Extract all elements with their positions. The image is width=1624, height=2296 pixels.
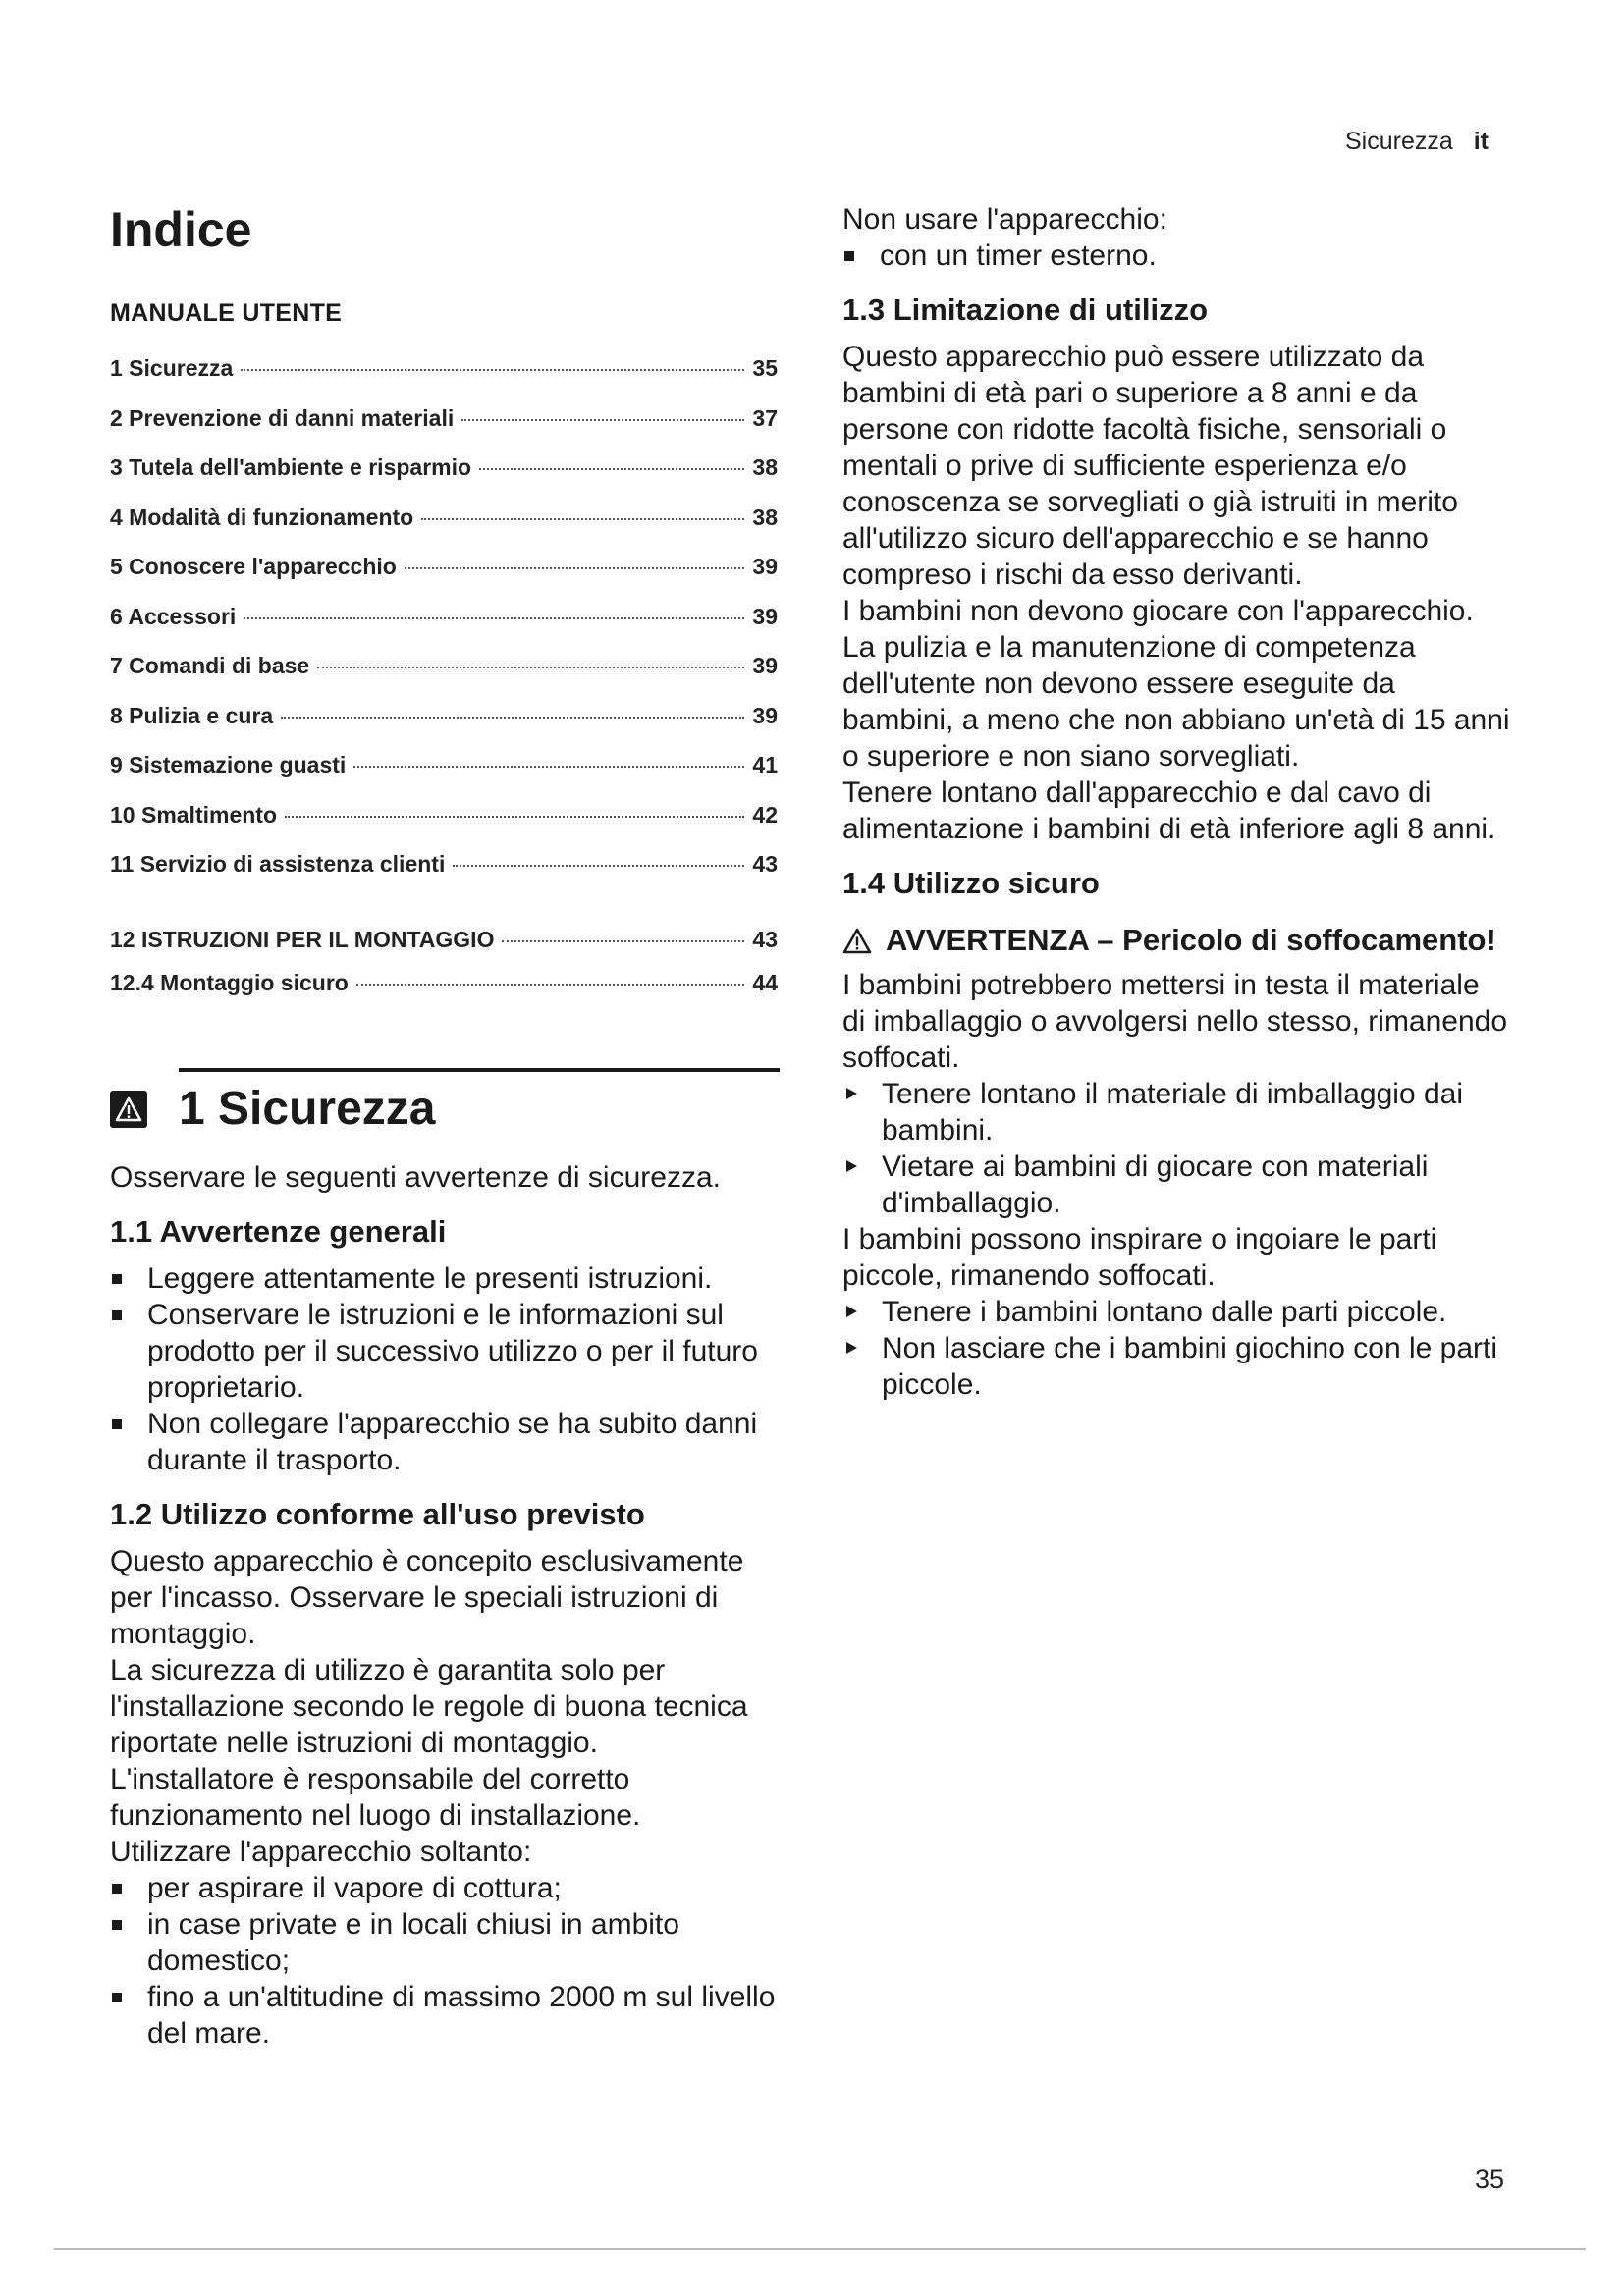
toc-entry-label: 3 Tutela dell'ambiente e risparmio <box>110 454 472 480</box>
paragraph: Utilizzare l'apparecchio soltanto: <box>110 1836 532 1868</box>
toc-entry[interactable] <box>110 505 778 555</box>
toc-entry[interactable] <box>110 405 778 455</box>
paragraph: La pulizia e la manutenzione di competenza dell'utente non devono essere eseguite da bambini, a meno che non abbiano un'età di 15 anni o superiore e non siano sorvegliati. <box>842 631 1510 773</box>
toc-entry-page: 39 <box>752 653 778 678</box>
list-item: Non lasciare che i bambini giochino con le parti piccole. <box>842 1330 1510 1403</box>
paragraph: I bambini potrebbero mettersi in testa il materiale di imballaggio o avvolgersi nello stesso, rimanendo soffocati. <box>842 969 1508 1074</box>
toc-entry-label: 10 Smaltimento <box>110 801 277 828</box>
warning-heading <box>842 922 1510 963</box>
paragraph: I bambini non devono giocare con l'apparecchio. <box>842 595 1474 627</box>
toc-entry-label: 11 Servizio di assistenza clienti <box>110 851 446 877</box>
toc-entry-label: 2 Prevenzione di danni materiali <box>110 404 455 431</box>
toc-entry[interactable] <box>110 604 778 654</box>
toc-entry[interactable] <box>110 653 778 703</box>
toc-entry-page: 41 <box>752 752 778 777</box>
paragraph: L'installatore è responsabile del corretto funzionamento nel luogo di installazione. <box>110 1763 641 1832</box>
paragraph: La sicurezza di utilizzo è garantita solo per l'installazione secondo le regole di buona tecnica riportate nelle istruzioni di montaggio. <box>110 1654 748 1759</box>
list-item: per aspirare il vapore di cottura; <box>110 1870 778 1906</box>
section-rule <box>179 1068 780 1072</box>
index-title: Indice <box>110 202 252 257</box>
toc-entry[interactable] <box>110 752 778 802</box>
subsection-title-1-2: 1.2 Utilizzo conforme all'uso previsto <box>110 1497 645 1531</box>
toc-entry-label: 12.4 Montaggio sicuro <box>110 969 349 995</box>
warning-text: AVVERTENZA – Pericolo di soffocamento! <box>886 923 1496 957</box>
toc-entry[interactable] <box>110 355 778 405</box>
toc-entry-label: 4 Modalità di funzionamento <box>110 504 414 530</box>
paragraph: I bambini possono inspirare o ingoiare le parti piccole, rimanendo soffocati. <box>842 1223 1437 1292</box>
list-item: Tenere lontano il materiale di imballaggio dai bambini. <box>842 1076 1510 1148</box>
toc-entry-page: 44 <box>752 969 778 995</box>
right-column <box>842 201 1510 1403</box>
toc-entry-page: 43 <box>752 926 778 952</box>
packaging-measures-list <box>842 1076 1510 1221</box>
toc-entry-label: 8 Pulizia e cura <box>110 702 274 728</box>
paragraph: Questo apparecchio è concepito esclusivamente per l'incasso. Osservare le speciali istruzioni di montaggio. <box>110 1545 744 1650</box>
list-item: Conservare le istruzioni e le informazioni sul prodotto per il successivo utilizzo o per il futuro proprietario. <box>110 1297 778 1406</box>
toc-entry-page: 37 <box>752 404 778 431</box>
subsection-title-1-1: 1.1 Avvertenze generali <box>110 1214 447 1249</box>
paragraph: Questo apparecchio può essere utilizzato da bambini di età pari o superiore a 8 anni e da persone con ridotte facoltà fisiche, sensoriali o mentali o prive di sufficiente esperienza e/o conoscenza se sorvegliati o già istruiti in merito all'utilizzo sicuro dell'apparecchio e se hanno compreso i rischi da esso derivanti. <box>842 341 1458 591</box>
list-item: Leggere attentamente le presenti istruzioni. <box>110 1260 778 1297</box>
running-header <box>1345 128 1489 156</box>
toc-entry-label: 9 Sistemazione guasti <box>110 752 347 777</box>
toc-entry[interactable] <box>110 703 778 753</box>
toc-entry-page: 43 <box>752 851 778 877</box>
toc-entry-page: 39 <box>752 603 778 629</box>
manual-heading: MANUALE UTENTE <box>110 299 343 327</box>
paragraph: Non usare l'apparecchio: <box>842 203 1167 236</box>
toc-entry-page: 39 <box>752 554 778 579</box>
table-of-contents <box>110 355 778 1019</box>
toc-entry-page: 42 <box>752 801 778 828</box>
toc-entry[interactable] <box>110 454 778 505</box>
list-item: fino a un'altitudine di massimo 2000 m sul livello del mare. <box>110 1979 778 2052</box>
subsection-title-1-3: 1.3 Limitazione di utilizzo <box>842 293 1209 327</box>
toc-entry-label: 6 Accessori <box>110 603 237 629</box>
toc-entry[interactable] <box>110 554 778 604</box>
general-warnings-list <box>110 1260 778 1478</box>
section-safety <box>110 1068 778 2052</box>
section-title: 1 Sicurezza <box>179 1083 436 1135</box>
subsection-title-1-4: 1.4 Utilizzo sicuro <box>842 866 1100 900</box>
small-parts-measures-list <box>842 1294 1510 1403</box>
list-item: Non collegare l'apparecchio se ha subito danni durante il trasporto. <box>110 1406 778 1478</box>
list-item: con un timer esterno. <box>842 238 1510 274</box>
list-item: Tenere i bambini lontano dalle parti piccole. <box>842 1294 1510 1330</box>
language-code: it <box>1473 128 1489 155</box>
toc-entry-page: 39 <box>752 702 778 728</box>
warning-icon <box>110 1091 147 1128</box>
toc-entry[interactable] <box>110 802 778 852</box>
toc-entry[interactable] <box>110 927 778 970</box>
list-item: in case private e in locali chiusi in ambito domestico; <box>110 1906 778 1979</box>
non-use-list <box>842 238 1510 274</box>
section-intro: Osservare le seguenti avvertenze di sicurezza. <box>110 1161 721 1194</box>
paragraph: Tenere lontano dall'apparecchio e dal cavo di alimentazione i bambini di età inferiore agli 8 anni. <box>842 776 1496 845</box>
toc-entry[interactable] <box>110 851 778 901</box>
toc-entry-label: 1 Sicurezza <box>110 355 234 381</box>
warning-triangle-icon <box>842 926 872 963</box>
toc-entry-label: 5 Conoscere l'apparecchio <box>110 554 397 579</box>
toc-entry[interactable] <box>110 970 778 1020</box>
toc-entry-page: 35 <box>752 355 778 381</box>
toc-entry-label: 12 ISTRUZIONI PER IL MONTAGGIO <box>110 926 495 952</box>
toc-entry-label: 7 Comandi di base <box>110 653 310 678</box>
toc-entry-page: 38 <box>752 504 778 530</box>
list-item: Vietare ai bambini di giocare con materiali d'imballaggio. <box>842 1148 1510 1221</box>
page-number: 35 <box>1475 2164 1505 2194</box>
left-column <box>110 201 778 2052</box>
intended-use-list <box>110 1870 778 2052</box>
running-header-section: Sicurezza <box>1345 128 1453 155</box>
bottom-rule <box>54 2248 1586 2250</box>
toc-entry-page: 38 <box>752 454 778 480</box>
